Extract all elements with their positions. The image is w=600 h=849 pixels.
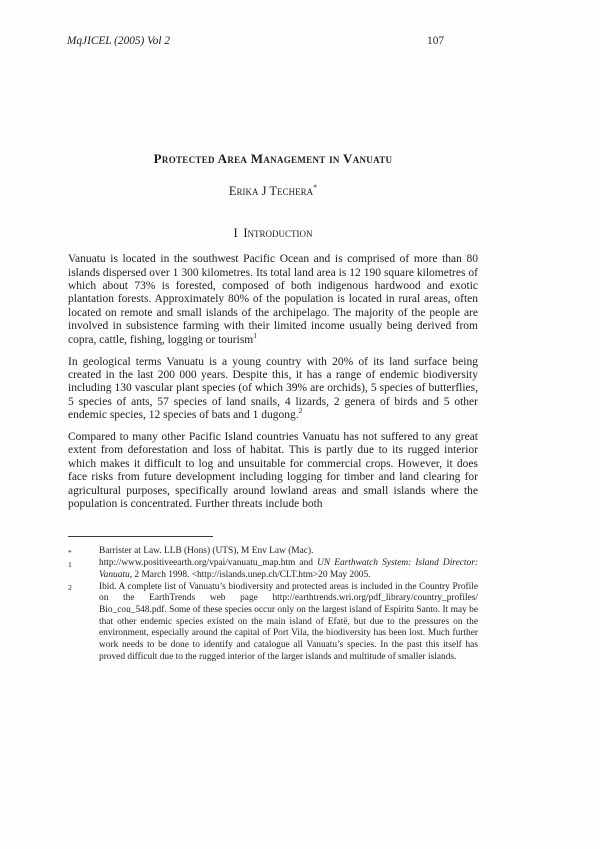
journal-citation: MqJICEL (2005) Vol 2 [67, 35, 171, 47]
footnote-separator-rule [68, 536, 213, 537]
footnote-segment: http://www.positiveearth.org/vpai/vanuatu_map.htm and [99, 558, 318, 569]
footnote-text [99, 558, 478, 581]
author-name: Erika J Techera [228, 184, 314, 199]
section-label: Introduction [243, 226, 313, 241]
article-title: Protected Area Management in Vanuatu [153, 151, 393, 166]
footnote-marker: * [68, 547, 72, 557]
footnote-text [99, 582, 478, 664]
paragraph-text: Compared to many other Pacific Island countries Vanuatu has not suffered to any great extent from deforestation and loss of habitat. This is partly due to its rugged interior which makes it difficult to log and unsuitable for commercial crops. However, it does face risks from future development including logging for timber and land clearing for agricultural purposes, specifically around lowland areas and small islands where the population is concentrated. Further threats include both [68, 431, 478, 511]
body-paragraph-2 [68, 356, 478, 423]
footnote-segment-italic: UN Earthwatch System: Island Director: Vanuatu [99, 558, 478, 580]
footnote-1 [68, 558, 478, 581]
footnote-segment: Ibid. A complete list of Vanuatu’s biodiversity and protected areas is included in the Country Profile on the EarthTrends web page http://earthtrends.wri.org/pdf_library/country_profiles/ Bio_cou_548.pdf. Some of these species occur only on the largest island of Espiritu Santo. It may be that other endemic species existed on the main island of Efatë, but due to the pressures on the environment, especially around the capital of Port Vila, the biodiversity has been lost. Much further work needs to be done to identify and catalogue all Vanuatu’s species. In the past this itself has proved difficult due to the rugged interior of the larger islands and multitude of smaller islands. [99, 581, 478, 662]
page-number: 107 [427, 35, 444, 47]
author-footnote-marker: * [313, 183, 318, 192]
footnote-segment: Barrister at Law. LLB (Hons) (UTS), M Env Law (Mac). [99, 546, 314, 556]
running-header [67, 35, 444, 48]
paragraph-text: In geological terms Vanuatu is a young country with 20% of its land surface being created in the last 200 000 years. Despite this, it has a range of endemic biodiversity including 130 vascular plant species (of which 39% are orchids), 5 species of butterflies, 5 species of ants, 57 species of land snails, 4 lizards, 2 genera of birds and 5 other endemic species, 12 species of bats and 1 dugong. [68, 355, 478, 422]
footnote-text [99, 546, 478, 558]
paragraph-text: Vanuatu is located in the southwest Pacific Ocean and is comprised of more than 80 islands dispersed over 1 300 kilometres. Its total land area is 12 190 square kilometres of which about 73% is forested, composed of both indigenous hardwood and exotic plantation forests. Approximately 80% of the population is located in rural areas, often located on remote and small islands of the archipelago. The majority of the people are involved in subsistence farming with their limited income usually being derived from copra, cattle, fishing, logging or tourism [68, 253, 478, 346]
footnote-ref-2: 2 [298, 406, 303, 416]
footnote-2 [68, 582, 478, 664]
footnotes-section [68, 536, 478, 664]
section-numeral: I [233, 226, 238, 241]
body-paragraph-1 [68, 253, 478, 347]
article-body [68, 151, 478, 520]
section-heading [68, 226, 478, 240]
footnote-ref-1: 1 [253, 330, 257, 340]
body-paragraph-3 [68, 431, 478, 511]
footnote-marker: 1 [68, 559, 72, 569]
footnote-marker: 2 [68, 583, 72, 593]
footnote-segment: , 2 March 1998. <http://islands.unep.ch/CLT.htm>20 May 2005. [129, 569, 371, 580]
footnote-asterisk [68, 546, 478, 558]
author-line [68, 181, 478, 198]
